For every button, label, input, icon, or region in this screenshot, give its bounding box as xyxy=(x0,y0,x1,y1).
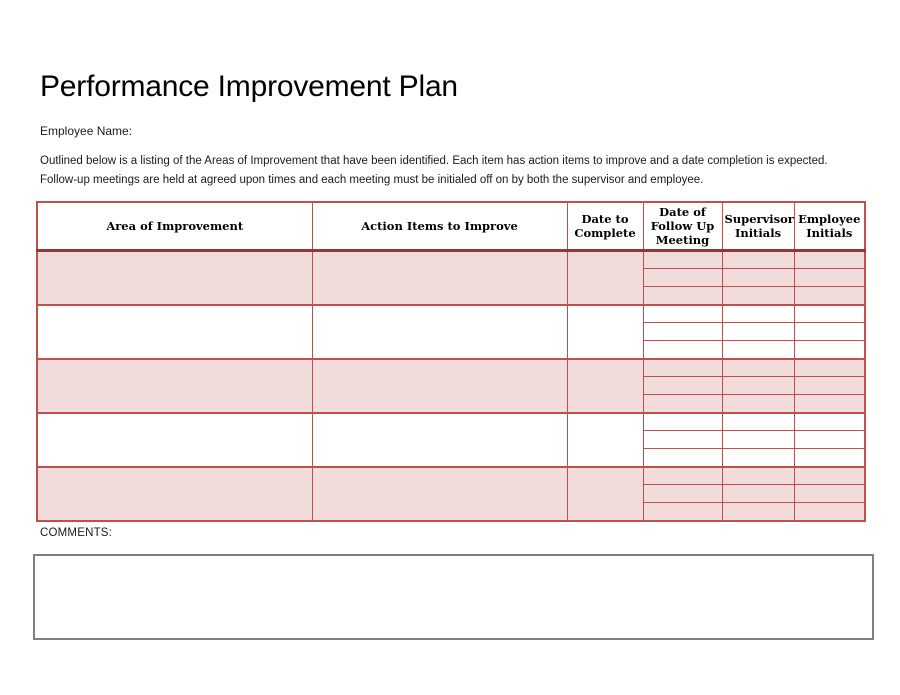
cell-followup-date-row4-sub2[interactable] xyxy=(643,431,722,449)
cell-employee-initials-row3-sub1[interactable] xyxy=(794,359,865,377)
cell-action-items-row5[interactable] xyxy=(312,467,567,521)
cell-action-items-row3[interactable] xyxy=(312,359,567,413)
table-row xyxy=(37,467,865,485)
cell-followup-date-row5-sub1[interactable] xyxy=(643,467,722,485)
cell-employee-initials-row2-sub1[interactable] xyxy=(794,305,865,323)
intro-line-1: Outlined below is a listing of the Areas of Improvement that have been identified. Each item has action items to improve and a date completion is expected. xyxy=(40,155,828,167)
cell-followup-date-row2-sub2[interactable] xyxy=(643,323,722,341)
cell-supervisor-initials-row5-sub2[interactable] xyxy=(722,485,794,503)
cell-area-of-improvement-row5[interactable] xyxy=(37,467,312,521)
cell-employee-initials-row3-sub2[interactable] xyxy=(794,377,865,395)
cell-employee-initials-row3-sub3[interactable] xyxy=(794,395,865,413)
page-title: Performance Improvement Plan xyxy=(40,70,458,103)
improvement-plan-table xyxy=(36,201,866,522)
cell-supervisor-initials-row3-sub3[interactable] xyxy=(722,395,794,413)
table-header-row xyxy=(37,202,865,251)
cell-employee-initials-row5-sub1[interactable] xyxy=(794,467,865,485)
cell-date-to-complete-row5[interactable] xyxy=(567,467,643,521)
table-row xyxy=(37,413,865,431)
cell-supervisor-initials-row4-sub2[interactable] xyxy=(722,431,794,449)
cell-supervisor-initials-row1-sub3[interactable] xyxy=(722,287,794,305)
cell-employee-initials-row4-sub1[interactable] xyxy=(794,413,865,431)
header-supervisor-initials: Supervisor Initials xyxy=(722,202,794,251)
cell-employee-initials-row1-sub2[interactable] xyxy=(794,269,865,287)
cell-followup-date-row3-sub2[interactable] xyxy=(643,377,722,395)
cell-area-of-improvement-row4[interactable] xyxy=(37,413,312,467)
cell-supervisor-initials-row3-sub2[interactable] xyxy=(722,377,794,395)
cell-followup-date-row3-sub1[interactable] xyxy=(643,359,722,377)
comments-label: COMMENTS: xyxy=(40,527,113,539)
cell-area-of-improvement-row1[interactable] xyxy=(37,251,312,305)
table-row xyxy=(37,251,865,269)
cell-date-to-complete-row2[interactable] xyxy=(567,305,643,359)
cell-supervisor-initials-row5-sub3[interactable] xyxy=(722,503,794,521)
cell-date-to-complete-row4[interactable] xyxy=(567,413,643,467)
cell-date-to-complete-row3[interactable] xyxy=(567,359,643,413)
cell-employee-initials-row2-sub2[interactable] xyxy=(794,323,865,341)
cell-followup-date-row2-sub1[interactable] xyxy=(643,305,722,323)
cell-action-items-row2[interactable] xyxy=(312,305,567,359)
header-date-of-follow-up: Date of Follow Up Meeting xyxy=(643,202,722,251)
cell-followup-date-row4-sub1[interactable] xyxy=(643,413,722,431)
cell-supervisor-initials-row3-sub1[interactable] xyxy=(722,359,794,377)
cell-employee-initials-row1-sub1[interactable] xyxy=(794,251,865,269)
cell-area-of-improvement-row2[interactable] xyxy=(37,305,312,359)
employee-name-label: Employee Name: xyxy=(40,124,133,138)
intro-paragraph xyxy=(40,152,880,190)
cell-supervisor-initials-row2-sub3[interactable] xyxy=(722,341,794,359)
cell-employee-initials-row4-sub2[interactable] xyxy=(794,431,865,449)
cell-followup-date-row2-sub3[interactable] xyxy=(643,341,722,359)
header-employee-initials: Employee Initials xyxy=(794,202,865,251)
cell-followup-date-row1-sub1[interactable] xyxy=(643,251,722,269)
cell-followup-date-row3-sub3[interactable] xyxy=(643,395,722,413)
header-action-items: Action Items to Improve xyxy=(312,202,567,251)
cell-followup-date-row5-sub3[interactable] xyxy=(643,503,722,521)
cell-employee-initials-row4-sub3[interactable] xyxy=(794,449,865,467)
comments-box[interactable] xyxy=(33,554,874,640)
cell-supervisor-initials-row4-sub1[interactable] xyxy=(722,413,794,431)
cell-action-items-row1[interactable] xyxy=(312,251,567,305)
cell-supervisor-initials-row4-sub3[interactable] xyxy=(722,449,794,467)
header-area-of-improvement: Area of Improvement xyxy=(37,202,312,251)
cell-employee-initials-row2-sub3[interactable] xyxy=(794,341,865,359)
cell-action-items-row4[interactable] xyxy=(312,413,567,467)
cell-supervisor-initials-row2-sub1[interactable] xyxy=(722,305,794,323)
cell-supervisor-initials-row5-sub1[interactable] xyxy=(722,467,794,485)
cell-date-to-complete-row1[interactable] xyxy=(567,251,643,305)
cell-employee-initials-row5-sub3[interactable] xyxy=(794,503,865,521)
table-row xyxy=(37,305,865,323)
cell-followup-date-row5-sub2[interactable] xyxy=(643,485,722,503)
cell-supervisor-initials-row1-sub2[interactable] xyxy=(722,269,794,287)
cell-followup-date-row1-sub2[interactable] xyxy=(643,269,722,287)
cell-employee-initials-row1-sub3[interactable] xyxy=(794,287,865,305)
cell-followup-date-row1-sub3[interactable] xyxy=(643,287,722,305)
table-row xyxy=(37,359,865,377)
cell-employee-initials-row5-sub2[interactable] xyxy=(794,485,865,503)
header-date-to-complete: Date to Complete xyxy=(567,202,643,251)
cell-supervisor-initials-row1-sub1[interactable] xyxy=(722,251,794,269)
cell-supervisor-initials-row2-sub2[interactable] xyxy=(722,323,794,341)
cell-followup-date-row4-sub3[interactable] xyxy=(643,449,722,467)
cell-area-of-improvement-row3[interactable] xyxy=(37,359,312,413)
intro-line-2: Follow-up meetings are held at agreed upon times and each meeting must be initialed off on by both the supervisor and employee. xyxy=(40,174,704,186)
